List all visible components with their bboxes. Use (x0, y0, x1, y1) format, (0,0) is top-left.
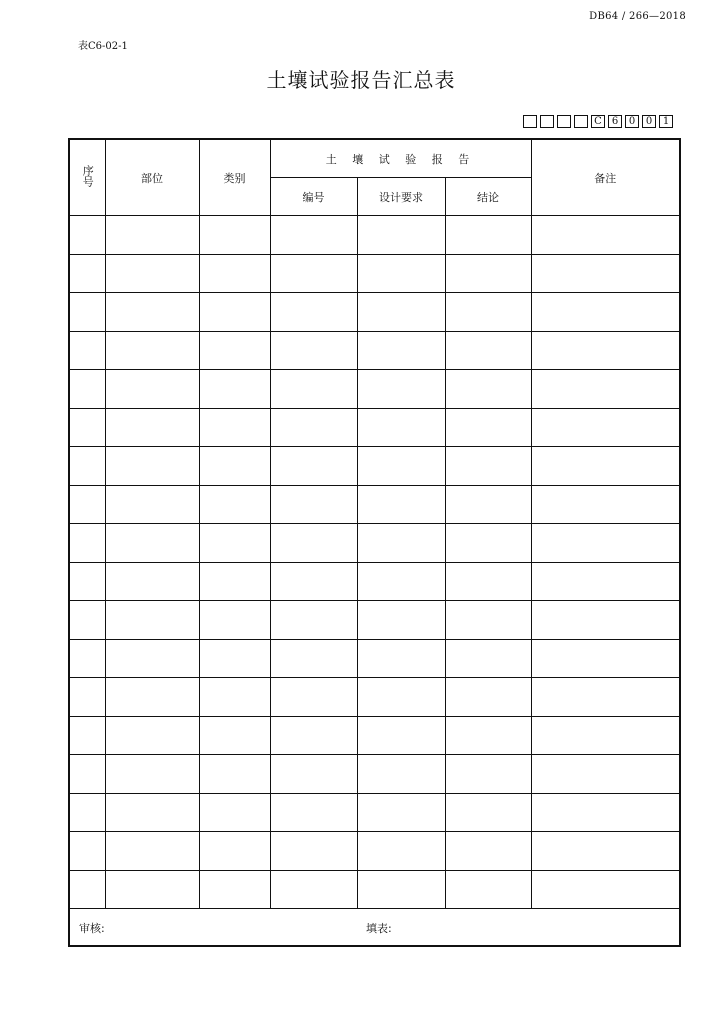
table-cell[interactable] (531, 832, 680, 871)
table-cell[interactable] (531, 370, 680, 409)
table-cell[interactable] (199, 793, 270, 832)
table-cell[interactable] (357, 870, 445, 909)
table-cell[interactable] (270, 254, 357, 293)
table-cell[interactable] (69, 216, 105, 255)
table-row (69, 485, 680, 524)
table-row (69, 755, 680, 794)
table-cell[interactable] (531, 793, 680, 832)
table-cell[interactable] (531, 678, 680, 717)
code-box[interactable]: C (591, 115, 605, 128)
table-cell[interactable] (270, 716, 357, 755)
table-cell[interactable] (357, 639, 445, 678)
table-cell[interactable] (69, 408, 105, 447)
table-cell[interactable] (199, 755, 270, 794)
table-cell[interactable] (69, 870, 105, 909)
table-cell[interactable] (69, 293, 105, 332)
table-cell[interactable] (199, 331, 270, 370)
table-cell[interactable] (270, 832, 357, 871)
table-cell[interactable] (357, 793, 445, 832)
table-cell[interactable] (69, 678, 105, 717)
table-cell[interactable] (445, 216, 531, 255)
table-cell[interactable] (199, 639, 270, 678)
header-location: 部位 (105, 139, 199, 216)
table-cell[interactable] (105, 408, 199, 447)
table-row (69, 408, 680, 447)
table-cell[interactable] (357, 601, 445, 640)
table-cell[interactable] (270, 524, 357, 563)
table-cell[interactable] (199, 678, 270, 717)
table-cell[interactable] (105, 716, 199, 755)
table-cell[interactable] (445, 331, 531, 370)
table-row (69, 870, 680, 909)
table-cell[interactable] (270, 216, 357, 255)
table-cell[interactable] (445, 678, 531, 717)
table-cell[interactable] (357, 755, 445, 794)
table-cell[interactable] (199, 485, 270, 524)
table-cell[interactable] (531, 870, 680, 909)
table-cell[interactable] (69, 755, 105, 794)
table-cell[interactable] (531, 601, 680, 640)
code-box[interactable]: 6 (608, 115, 622, 128)
page-title: 土壤试验报告汇总表 (266, 68, 456, 92)
table-cell[interactable] (357, 370, 445, 409)
table-cell[interactable] (357, 716, 445, 755)
table-cell[interactable] (445, 485, 531, 524)
table-cell[interactable] (69, 524, 105, 563)
standard-code: DB64 / 266—2018 (589, 11, 686, 22)
table-cell[interactable] (445, 793, 531, 832)
form-id: 表C6-02-1 (78, 41, 128, 52)
table-cell[interactable] (105, 678, 199, 717)
table-cell[interactable] (270, 562, 357, 601)
table-cell[interactable] (105, 793, 199, 832)
table-cell[interactable] (105, 254, 199, 293)
table-cell[interactable] (531, 331, 680, 370)
header-number: 编号 (270, 178, 357, 216)
table-cell[interactable] (69, 331, 105, 370)
table-row (69, 832, 680, 871)
table-row (69, 793, 680, 832)
table-cell[interactable] (105, 562, 199, 601)
code-box[interactable] (574, 115, 588, 128)
table-cell[interactable] (445, 716, 531, 755)
table-cell[interactable] (445, 447, 531, 486)
table-cell[interactable] (270, 639, 357, 678)
table-cell[interactable] (199, 447, 270, 486)
table-cell[interactable] (105, 639, 199, 678)
code-box[interactable]: 0 (625, 115, 639, 128)
table-cell[interactable] (445, 408, 531, 447)
table-cell[interactable] (531, 562, 680, 601)
table-cell[interactable] (105, 524, 199, 563)
table-cell[interactable] (531, 254, 680, 293)
table-cell[interactable] (270, 601, 357, 640)
table-cell[interactable] (357, 331, 445, 370)
table-cell[interactable] (357, 678, 445, 717)
table-cell[interactable] (531, 408, 680, 447)
table-cell[interactable] (270, 447, 357, 486)
table-cell[interactable] (105, 485, 199, 524)
header-remarks: 备注 (531, 139, 680, 216)
table-row (69, 370, 680, 409)
table-row (69, 716, 680, 755)
table-cell[interactable] (69, 254, 105, 293)
table-cell[interactable] (199, 370, 270, 409)
table-row (69, 216, 680, 255)
table-cell[interactable] (445, 524, 531, 563)
table-cell[interactable] (69, 485, 105, 524)
table-cell[interactable] (357, 485, 445, 524)
table-cell[interactable] (199, 832, 270, 871)
table-cell[interactable] (105, 370, 199, 409)
table-cell[interactable] (199, 254, 270, 293)
header-seq: 序号 (69, 139, 105, 216)
table-row (69, 562, 680, 601)
table-cell[interactable] (69, 716, 105, 755)
table-cell[interactable] (445, 254, 531, 293)
signature-row (69, 909, 680, 947)
table-cell[interactable] (199, 408, 270, 447)
table-row (69, 601, 680, 640)
table-cell[interactable] (357, 562, 445, 601)
table-cell[interactable] (199, 562, 270, 601)
table-cell[interactable] (531, 447, 680, 486)
table-cell[interactable] (531, 716, 680, 755)
table-cell[interactable] (531, 216, 680, 255)
table-cell[interactable] (69, 793, 105, 832)
table-cell[interactable] (199, 716, 270, 755)
table-cell[interactable] (445, 601, 531, 640)
table-cell[interactable] (105, 601, 199, 640)
table-cell[interactable] (270, 870, 357, 909)
code-box[interactable]: 1 (659, 115, 673, 128)
table-cell[interactable] (357, 524, 445, 563)
table-cell[interactable] (69, 447, 105, 486)
table-cell[interactable] (69, 562, 105, 601)
table-cell[interactable] (270, 678, 357, 717)
table-cell[interactable] (270, 755, 357, 794)
table-cell[interactable] (445, 370, 531, 409)
table-cell[interactable] (357, 293, 445, 332)
table-cell[interactable] (357, 254, 445, 293)
table-cell[interactable] (270, 370, 357, 409)
table-cell[interactable] (270, 485, 357, 524)
table-cell[interactable] (445, 755, 531, 794)
header-design-requirement: 设计要求 (357, 178, 445, 216)
table-cell[interactable] (357, 216, 445, 255)
table-cell[interactable] (270, 408, 357, 447)
table-cell[interactable] (105, 447, 199, 486)
table-cell[interactable] (531, 524, 680, 563)
table-cell[interactable] (199, 870, 270, 909)
table-cell[interactable] (357, 447, 445, 486)
table-cell[interactable] (69, 832, 105, 871)
table-cell[interactable] (105, 870, 199, 909)
table-row (69, 678, 680, 717)
table-cell[interactable] (531, 639, 680, 678)
table-row (69, 524, 680, 563)
summary-table (68, 138, 681, 947)
header-soil-test-report: 土 壤 试 验 报 告 (270, 139, 531, 178)
header-conclusion: 结论 (445, 178, 531, 216)
table-cell[interactable] (270, 293, 357, 332)
table-row (69, 254, 680, 293)
table-cell[interactable] (105, 832, 199, 871)
table-cell[interactable] (445, 832, 531, 871)
code-box[interactable] (540, 115, 554, 128)
table-row (69, 639, 680, 678)
code-box[interactable] (523, 115, 537, 128)
table-cell[interactable] (105, 331, 199, 370)
table-cell[interactable] (105, 755, 199, 794)
table-cell[interactable] (531, 755, 680, 794)
table-cell[interactable] (69, 601, 105, 640)
table-cell[interactable] (531, 485, 680, 524)
code-box[interactable] (557, 115, 571, 128)
table-row (69, 331, 680, 370)
table-cell[interactable] (531, 293, 680, 332)
table-cell[interactable] (445, 293, 531, 332)
archive-code-boxes (523, 115, 673, 128)
filler-label: 填表: (366, 922, 392, 935)
header-category: 类别 (199, 139, 270, 216)
table-row (69, 447, 680, 486)
table-cell[interactable] (357, 832, 445, 871)
table-cell[interactable] (199, 216, 270, 255)
table-cell[interactable] (270, 793, 357, 832)
table-cell[interactable] (199, 601, 270, 640)
reviewer-label: 审核: (79, 922, 105, 935)
table-cell[interactable] (445, 562, 531, 601)
table-cell[interactable] (199, 524, 270, 563)
table-cell[interactable] (270, 331, 357, 370)
table-cell[interactable] (69, 639, 105, 678)
table-cell[interactable] (199, 293, 270, 332)
table-cell[interactable] (445, 639, 531, 678)
table-row (69, 293, 680, 332)
table-cell[interactable] (357, 408, 445, 447)
table-cell[interactable] (445, 870, 531, 909)
table-cell[interactable] (105, 293, 199, 332)
code-box[interactable]: 0 (642, 115, 656, 128)
table-cell[interactable] (105, 216, 199, 255)
table-cell[interactable] (69, 370, 105, 409)
